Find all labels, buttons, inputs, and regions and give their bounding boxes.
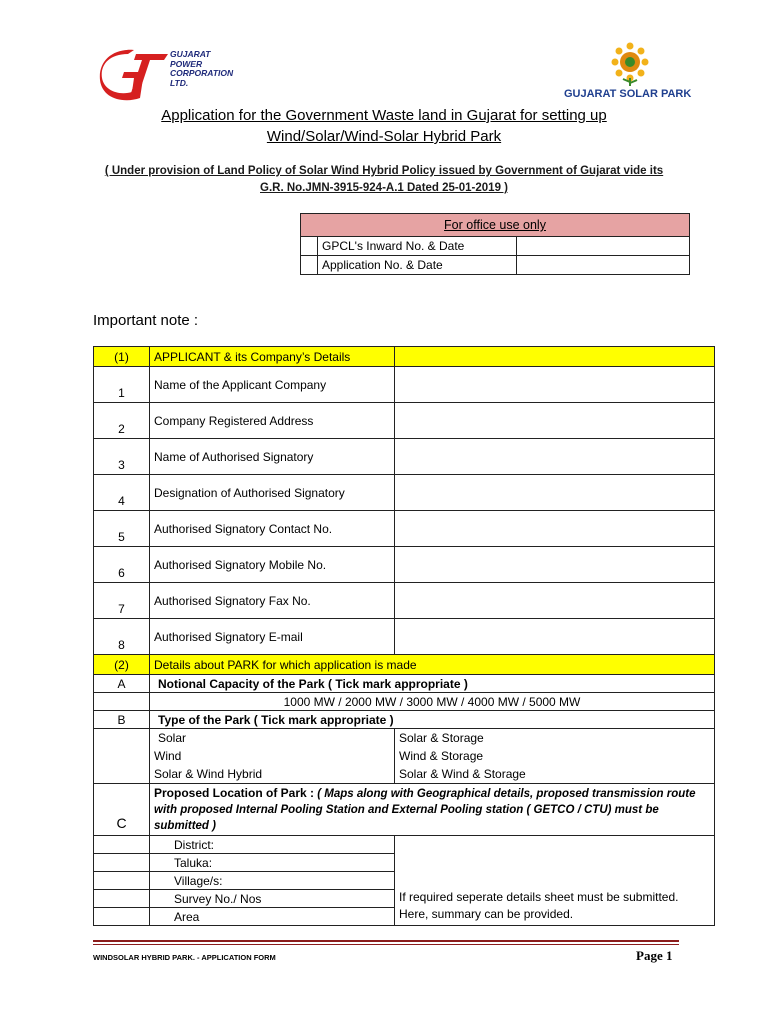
signatory-mobile-field[interactable]: [395, 547, 715, 583]
gpcl-line-2: POWER: [170, 58, 203, 69]
office-row-1-marker: [301, 237, 318, 256]
signatory-mobile-label: Authorised Signatory Mobile No.: [150, 547, 395, 583]
signatory-name-label: Name of Authorised Signatory: [150, 439, 395, 475]
section-1-number: (1): [94, 347, 150, 367]
park-type-option[interactable]: Solar: [158, 731, 187, 745]
gsp-logo-text: GUJARAT SOLAR PARK: [564, 88, 692, 100]
row-number: 3: [94, 439, 150, 475]
location-remark: If required seperate details sheet must be submitted. Here, summary can be provided.: [395, 836, 715, 926]
location-blank: [94, 890, 150, 908]
gpcl-line-1: GUJARAT: [170, 49, 211, 59]
signatory-email-label: Authorised Signatory E-mail: [150, 619, 395, 655]
item-b-letter: B: [94, 711, 150, 729]
location-blank: [94, 836, 150, 854]
office-use-header: For office use only: [301, 214, 690, 237]
location-blank: [94, 872, 150, 890]
important-note-heading: Important note :: [93, 312, 199, 329]
office-row-2-label: Application No. & Date: [318, 256, 517, 275]
row-number: 1: [94, 367, 150, 403]
page-number: Page 1: [636, 948, 673, 963]
subtitle-line-2: G.R. No.JMN-3915-924-A.1 Dated 25-01-2019 ): [260, 182, 508, 194]
row-number: 8: [94, 619, 150, 655]
registered-address-label: Company Registered Address: [150, 403, 395, 439]
survey-no-label[interactable]: Survey No./ Nos: [150, 890, 395, 908]
capacity-label: Notional Capacity of the Park ( Tick mark appropriate ): [150, 675, 715, 693]
row-number: 7: [94, 583, 150, 619]
footer-rule-thin: [93, 944, 679, 945]
office-row-2-value[interactable]: [517, 256, 690, 275]
gsp-logo: [560, 40, 700, 106]
section-1-title: APPLICANT & its Company’s Details: [150, 347, 395, 367]
signatory-email-field[interactable]: [395, 619, 715, 655]
location-label-cell: [150, 784, 715, 836]
applicant-company-field[interactable]: [395, 367, 715, 403]
subtitle-line-1: ( Under provision of Land Policy of Solar Wind Hybrid Policy issued by Government of Gujarat vide its: [104, 165, 664, 177]
row-number: 6: [94, 547, 150, 583]
park-type-blank: [94, 729, 150, 784]
gpcl-logo-text: [170, 50, 233, 88]
park-type-option[interactable]: Wind: [154, 749, 182, 763]
section-2-number: (2): [94, 655, 150, 675]
footer-form-name: WINDSOLAR HYBRID PARK. - APPLICATION FORM: [93, 953, 276, 962]
footer-rule: [93, 940, 679, 942]
district-label[interactable]: District:: [150, 836, 395, 854]
park-type-left-options: [150, 729, 395, 784]
office-row-1-label: GPCL's Inward No. & Date: [318, 237, 517, 256]
location-blank: [94, 854, 150, 872]
area-label[interactable]: Area: [150, 908, 395, 926]
location-note: ( Maps along with Geographical details, proposed transmission route with proposed Internal Pooling Station and External Pooling station ( GETCO / CTU) must be submitted ): [154, 788, 696, 832]
gpcl-line-4: LTD.: [170, 77, 189, 88]
office-row-1-value[interactable]: [517, 237, 690, 256]
item-c-letter: C: [94, 784, 150, 836]
location-blank: [94, 908, 150, 926]
application-form-table: [93, 346, 715, 926]
section-2-title: Details about PARK for which application is made: [150, 655, 715, 675]
row-number: 2: [94, 403, 150, 439]
row-number: 5: [94, 511, 150, 547]
park-type-right-options: [395, 729, 715, 784]
office-row-2-marker: [301, 256, 318, 275]
row-number: 4: [94, 475, 150, 511]
park-type-option[interactable]: Solar & Wind Hybrid: [154, 767, 263, 781]
signatory-designation-label: Designation of Authorised Signatory: [150, 475, 395, 511]
signatory-fax-field[interactable]: [395, 583, 715, 619]
gpcl-emblem-icon: [98, 46, 170, 102]
applicant-company-label: Name of the Applicant Company: [150, 367, 395, 403]
signatory-designation-field[interactable]: [395, 475, 715, 511]
office-use-table: [300, 213, 690, 275]
title-line-2: Wind/Solar/Wind-Solar Hybrid Park: [266, 128, 502, 145]
registered-address-field[interactable]: [395, 403, 715, 439]
signatory-contact-label: Authorised Signatory Contact No.: [150, 511, 395, 547]
section-1-blank: [395, 347, 715, 367]
gpcl-logo: [98, 46, 248, 102]
village-label[interactable]: Village/s:: [150, 872, 395, 890]
signatory-contact-field[interactable]: [395, 511, 715, 547]
sunflower-icon: [610, 42, 650, 86]
title-line-1: Application for the Government Waste land in Gujarat for setting up: [161, 107, 607, 124]
capacity-options[interactable]: 1000 MW / 2000 MW / 3000 MW / 4000 MW / 5000 MW: [150, 693, 715, 711]
taluka-label[interactable]: Taluka:: [150, 854, 395, 872]
park-type-option[interactable]: Solar & Storage: [399, 731, 484, 745]
location-label: Proposed Location of Park :: [154, 786, 315, 800]
park-type-label: Type of the Park ( Tick mark appropriate ): [150, 711, 715, 729]
item-a-letter: A: [94, 675, 150, 693]
park-type-option[interactable]: Solar & Wind & Storage: [399, 767, 526, 781]
signatory-name-field[interactable]: [395, 439, 715, 475]
signatory-fax-label: Authorised Signatory Fax No.: [150, 583, 395, 619]
park-type-option[interactable]: Wind & Storage: [399, 749, 484, 763]
capacity-blank: [94, 693, 150, 711]
gpcl-line-3: CORPORATION: [170, 68, 234, 78]
